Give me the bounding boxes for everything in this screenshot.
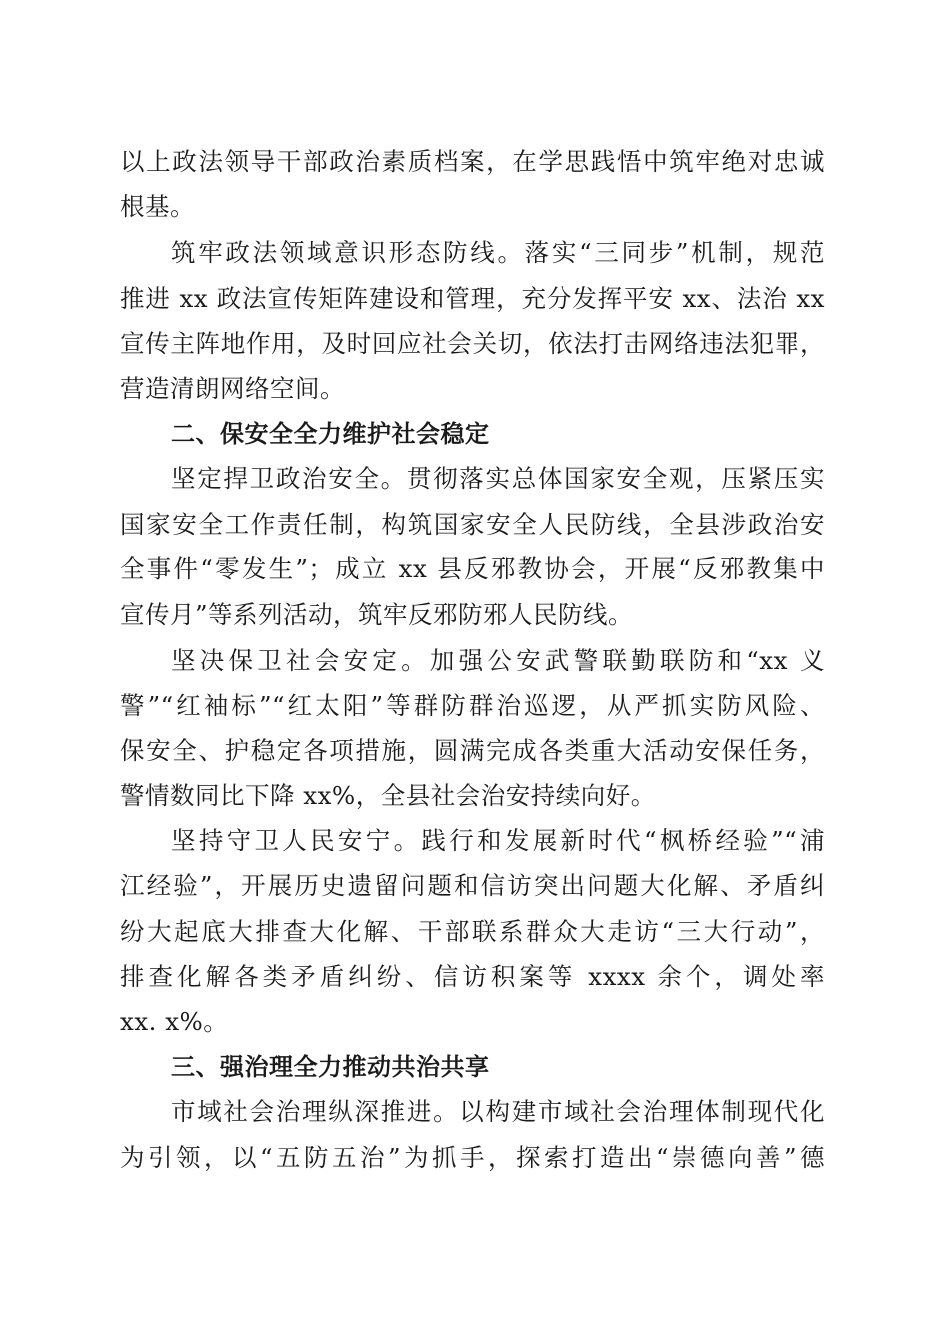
- body-text-line: 筑牢政法领域意识形态防线。落实“三同步”机制，规范: [171, 238, 825, 267]
- body-text-line: 以上政法领导干部政治素质档案，在学思践悟中筑牢绝对忠诚: [120, 147, 825, 176]
- body-text-line: 国家安全工作责任制，构筑国家安全人民防线，全县涉政治安: [120, 510, 825, 539]
- body-text-line: 坚持守卫人民安宁。践行和发展新时代“枫桥经验”“浦: [171, 826, 825, 855]
- body-text-line: 全事件“零发生”；成立 xx 县反邪教协会，开展“反邪教集中: [120, 554, 825, 583]
- body-text-line: 宣传月”等系列活动，筑牢反邪防邪人民防线。: [120, 600, 634, 629]
- body-text-line: 营造清朗网络空间。: [120, 374, 345, 403]
- body-text-line: 排查化解各类矛盾纠纷、信访积案等 xxxx 余个，调处率: [120, 962, 825, 991]
- section-heading: 三、强治理全力推动共治共享: [171, 1053, 490, 1081]
- body-text-line: xx. x%。: [120, 1007, 229, 1036]
- body-text-line: 宣传主阵地作用，及时回应社会关切，依法打击网络违法犯罪，: [120, 329, 825, 358]
- body-text-line: 为引领，以“五防五治”为抓手，探索打造出“崇德向善”德: [120, 1143, 825, 1172]
- body-text-line: 市域社会治理纵深推进。以构建市域社会治理体制现代化: [171, 1097, 825, 1126]
- body-text-line: 保安全、护稳定各项措施，圆满完成各类重大活动安保任务，: [120, 736, 825, 765]
- section-heading: 二、保安全全力维护社会稳定: [171, 420, 490, 448]
- body-text-line: 根基。: [120, 192, 195, 221]
- body-text-line: 坚决保卫社会安定。加强公安武警联勤联防和“xx 义: [171, 646, 825, 675]
- body-text-line: 警”“红袖标”“红太阳”等群防群治巡逻，从严抓实防风险、: [120, 691, 825, 720]
- body-text-line: 坚定捍卫政治安全。贯彻落实总体国家安全观，压紧压实: [171, 464, 825, 493]
- body-text-line: 江经验”，开展历史遗留问题和信访突出问题大化解、矛盾纠: [120, 871, 825, 900]
- body-text-line: 警情数同比下降 xx%，全县社会治安持续向好。: [120, 781, 656, 810]
- body-text-line: 推进 xx 政法宣传矩阵建设和管理，充分发挥平安 xx、法治 xx: [120, 284, 825, 313]
- body-text-line: 纷大起底大排查大化解、干部联系群众大走访“三大行动”，: [120, 917, 825, 946]
